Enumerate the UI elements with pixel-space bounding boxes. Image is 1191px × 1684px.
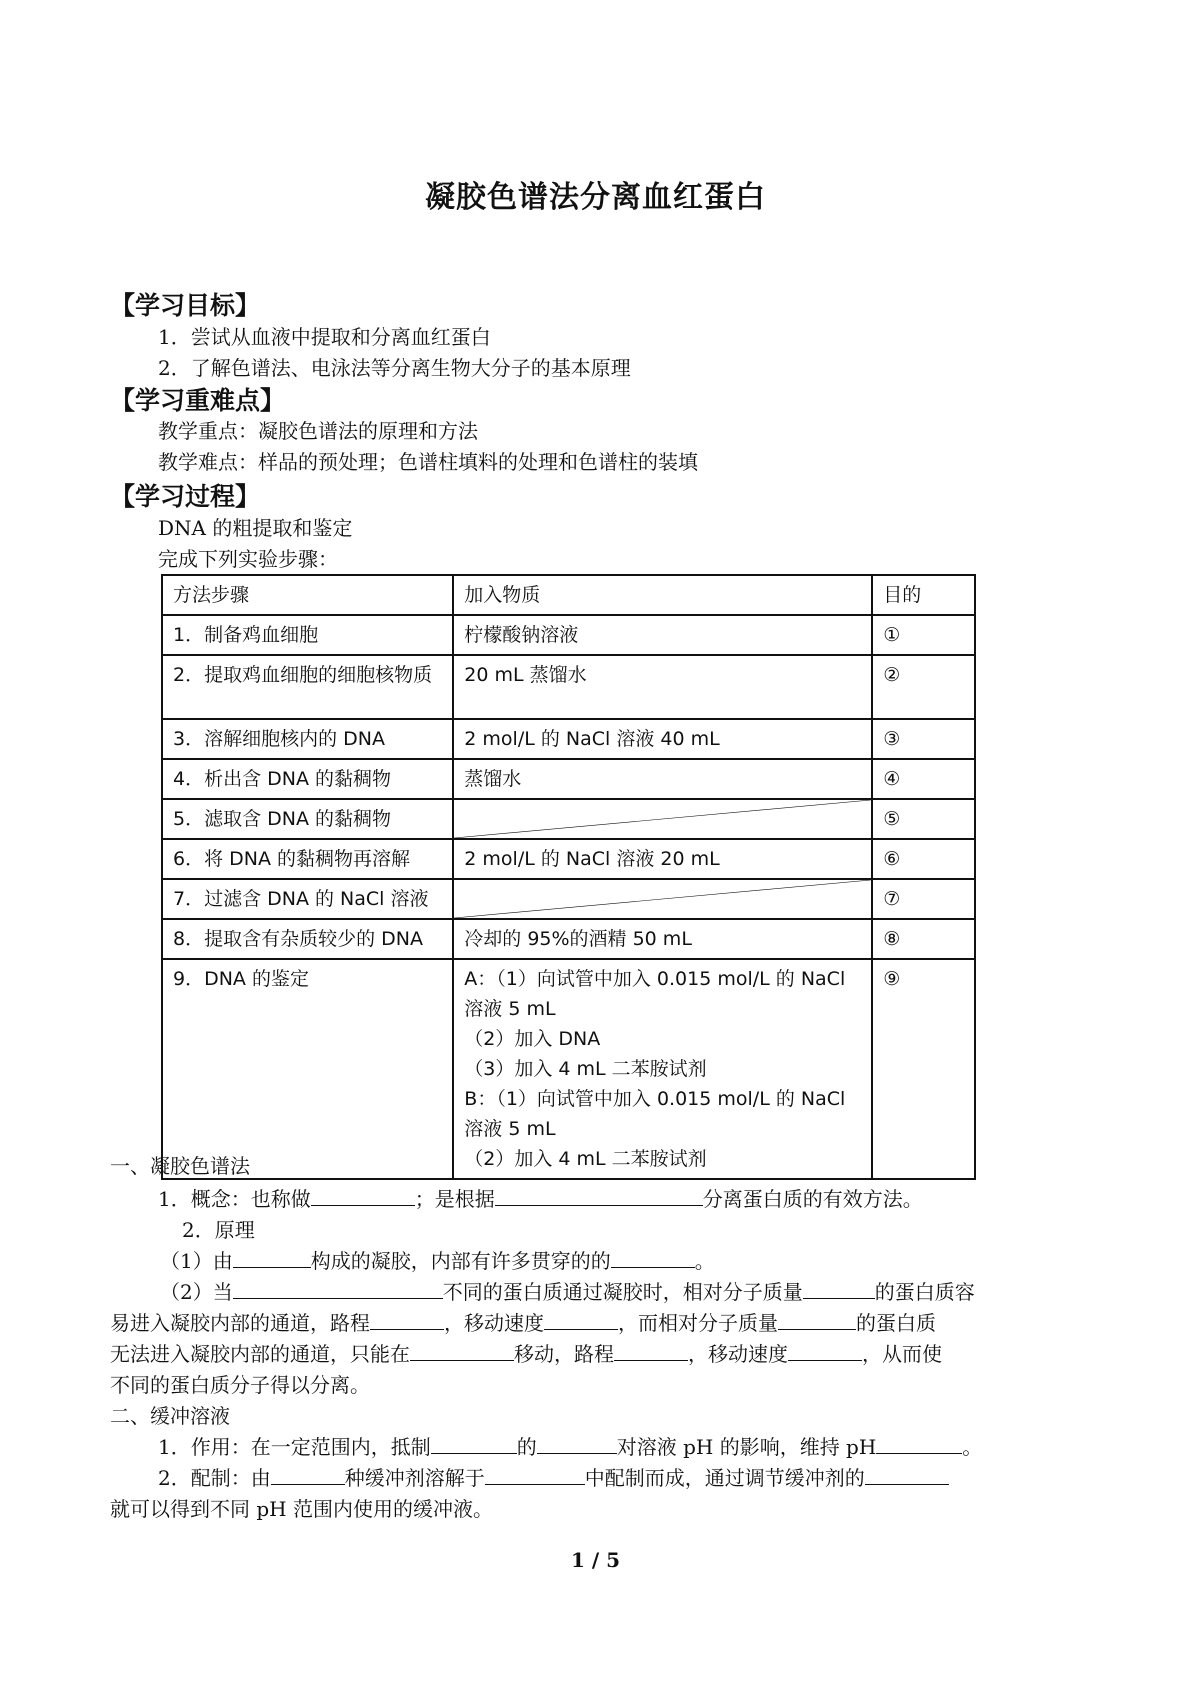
- buffer-prep-line: [158, 1462, 949, 1491]
- key-point: 教学重点：凝胶色谱法的原理和方法: [158, 419, 478, 443]
- material-line: 溶液 5 mL: [464, 1118, 556, 1140]
- answer-blank[interactable]: [537, 1433, 617, 1454]
- process-intro: DNA 的粗提取和鉴定: [158, 516, 353, 540]
- material-cell: 2 mol/L 的 NaCl 溶液 40 mL: [453, 719, 872, 759]
- answer-blank[interactable]: [370, 1309, 444, 1330]
- answer-blank[interactable]: [803, 1278, 875, 1299]
- step-cell: 4．析出含 DNA 的黏稠物: [162, 759, 453, 799]
- principle-heading: 2．原理: [182, 1218, 255, 1242]
- purpose-cell: ⑥: [872, 839, 975, 879]
- purpose-cell: ⑨: [872, 959, 975, 1179]
- page-title: 凝胶色谱法分离血红蛋白: [425, 180, 766, 215]
- principle-line: [110, 1338, 942, 1367]
- diagonal-line: [454, 880, 871, 918]
- header-cell: 目的: [872, 575, 975, 615]
- answer-blank[interactable]: [271, 1464, 345, 1485]
- purpose-cell: ④: [872, 759, 975, 799]
- material-cell: 2 mol/L 的 NaCl 溶液 20 mL: [453, 839, 872, 879]
- purpose-cell: ⑦: [872, 879, 975, 919]
- material-cell: 柠檬酸钠溶液: [453, 615, 872, 655]
- answer-blank[interactable]: [233, 1247, 311, 1268]
- table-row: [162, 759, 975, 799]
- table-row: [162, 839, 975, 879]
- material-cell: 20 mL 蒸馏水: [453, 655, 872, 719]
- part1-heading: 一、凝胶色谱法: [110, 1154, 250, 1178]
- text: 2．配制：由: [158, 1466, 271, 1490]
- answer-blank[interactable]: [865, 1464, 949, 1485]
- step-cell: 5．滤取含 DNA 的黏稠物: [162, 799, 453, 839]
- answer-blank[interactable]: [778, 1309, 856, 1330]
- answer-blank[interactable]: [431, 1433, 517, 1454]
- text: 移动，路程: [514, 1342, 614, 1366]
- step-cell: 7．过滤含 DNA 的 NaCl 溶液: [162, 879, 453, 919]
- key-point: 教学难点：样品的预处理；色谱柱填料的处理和色谱柱的装填: [158, 450, 698, 474]
- table-row: [162, 959, 975, 1179]
- empty-material-cell: [453, 879, 872, 919]
- step-cell: 6．将 DNA 的黏稠物再溶解: [162, 839, 453, 879]
- text: 1．概念：也称做: [158, 1187, 311, 1211]
- text: ，移动速度: [444, 1311, 544, 1335]
- step-cell: 2．提取鸡血细胞的细胞核物质: [162, 655, 453, 719]
- table-row: [162, 719, 975, 759]
- text: ；是根据: [414, 1187, 495, 1211]
- answer-blank[interactable]: [495, 1185, 703, 1206]
- text: （1）由: [160, 1249, 233, 1273]
- part2-heading: 二、缓冲溶液: [110, 1404, 230, 1428]
- principle-line: [110, 1307, 936, 1336]
- answer-blank[interactable]: [311, 1185, 415, 1206]
- text: （2）当: [160, 1280, 233, 1304]
- table-row: [162, 799, 975, 839]
- text: 构成的凝胶，内部有许多贯穿的的: [310, 1249, 611, 1273]
- purpose-cell: ②: [872, 655, 975, 719]
- text: 分离蛋白质的有效方法。: [702, 1187, 923, 1211]
- purpose-cell: ⑤: [872, 799, 975, 839]
- table-row: [162, 655, 975, 719]
- step-cell: 3．溶解细胞核内的 DNA: [162, 719, 453, 759]
- header-cell: 加入物质: [453, 575, 872, 615]
- text: 中配制而成，通过调节缓冲剂的: [584, 1466, 865, 1490]
- answer-blank[interactable]: [485, 1464, 585, 1485]
- goals-heading: 【学习目标】: [110, 291, 261, 320]
- principle-line: [160, 1276, 975, 1305]
- text: 无法进入凝胶内部的通道，只能在: [110, 1342, 410, 1366]
- header-cell: 方法步骤: [162, 575, 453, 615]
- answer-blank[interactable]: [410, 1340, 514, 1361]
- text: 对溶液 pH 的影响，维持 pH: [616, 1435, 877, 1459]
- goal-item: 2．了解色谱法、电泳法等分离生物大分子的基本原理: [158, 356, 631, 380]
- material-line: B：（1）向试管中加入 0.015 mol/L 的 NaCl: [464, 1088, 846, 1110]
- material-line: （2）加入 DNA: [464, 1028, 601, 1050]
- process-intro: 完成下列实验步骤：: [158, 547, 338, 571]
- material-line: （3）加入 4 mL 二苯胺试剂: [464, 1058, 707, 1080]
- material-line: （2）加入 4 mL 二苯胺试剂: [464, 1148, 707, 1170]
- text: 的: [516, 1435, 537, 1459]
- answer-blank[interactable]: [544, 1309, 618, 1330]
- principle-line: [160, 1245, 715, 1274]
- process-heading: 【学习过程】: [110, 482, 261, 511]
- purpose-cell: ③: [872, 719, 975, 759]
- purpose-cell: ①: [872, 615, 975, 655]
- material-cell: [453, 959, 872, 1179]
- page-number: 1 / 5: [570, 1548, 621, 1572]
- table-row: [162, 879, 975, 919]
- table-header-row: [162, 575, 975, 615]
- text: ，而相对分子质量: [618, 1311, 778, 1335]
- text: 的蛋白质: [856, 1311, 936, 1335]
- key-heading: 【学习重难点】: [110, 386, 286, 415]
- answer-blank[interactable]: [788, 1340, 862, 1361]
- text: 不同的蛋白质通过凝胶时，相对分子质量: [442, 1280, 803, 1304]
- material-line: A：（1）向试管中加入 0.015 mol/L 的 NaCl: [464, 968, 846, 990]
- text: 1．作用：在一定范围内，抵制: [158, 1435, 431, 1459]
- concept-line: [158, 1183, 923, 1212]
- answer-blank[interactable]: [233, 1278, 443, 1299]
- answer-blank[interactable]: [614, 1340, 688, 1361]
- text: 的蛋白质容: [874, 1280, 975, 1304]
- text: ，从而使: [862, 1342, 942, 1366]
- text: 种缓冲剂溶解于: [344, 1466, 485, 1490]
- buffer-function-line: [158, 1431, 982, 1460]
- table-row: [162, 919, 975, 959]
- text: 易进入凝胶内部的通道，路程: [110, 1311, 370, 1335]
- diagonal-line: [454, 800, 871, 838]
- step-cell: 9．DNA 的鉴定: [162, 959, 453, 1179]
- goal-item: 1．尝试从血液中提取和分离血红蛋白: [158, 325, 491, 349]
- answer-blank[interactable]: [876, 1433, 962, 1454]
- material-cell: 蒸馏水: [453, 759, 872, 799]
- step-cell: 8．提取含有杂质较少的 DNA: [162, 919, 453, 959]
- text: 。: [694, 1249, 715, 1273]
- experiment-table: [161, 574, 976, 1180]
- purpose-cell: ⑧: [872, 919, 975, 959]
- step-cell: 1．制备鸡血细胞: [162, 615, 453, 655]
- buffer-prep-line: 就可以得到不同 pH 范围内使用的缓冲液。: [110, 1497, 493, 1521]
- table-row: [162, 615, 975, 655]
- material-cell: 冷却的 95%的酒精 50 mL: [453, 919, 872, 959]
- principle-line: 不同的蛋白质分子得以分离。: [110, 1373, 370, 1397]
- answer-blank[interactable]: [611, 1247, 695, 1268]
- empty-material-cell: [453, 799, 872, 839]
- text: 。: [962, 1435, 983, 1459]
- text: ，移动速度: [688, 1342, 788, 1366]
- material-line: 溶液 5 mL: [464, 998, 556, 1020]
